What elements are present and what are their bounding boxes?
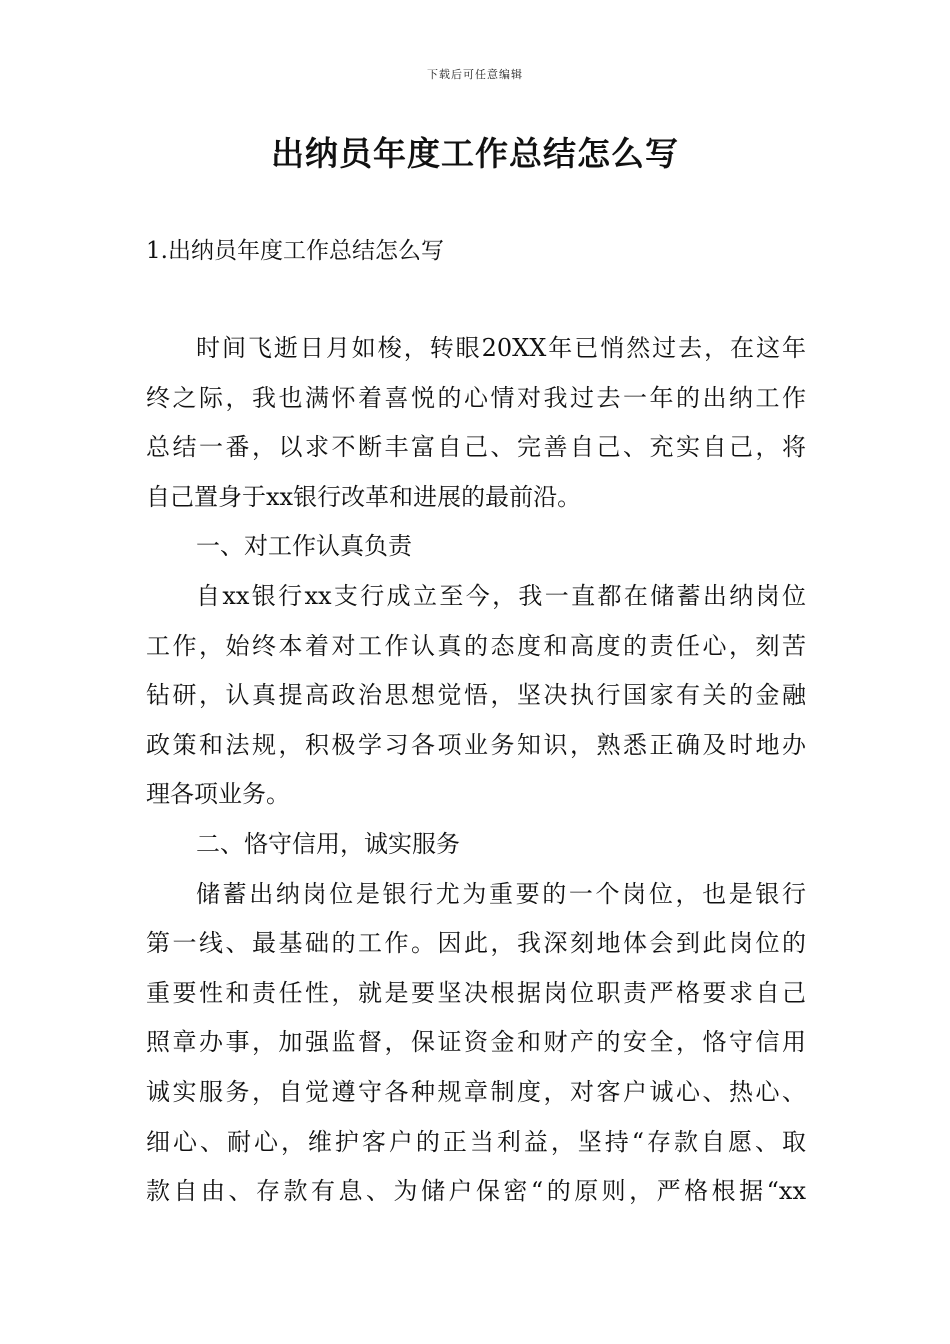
document-title: 出纳员年度工作总结怎么写 [271,134,679,173]
paragraph-line: 第一线、最基础的工作。因此，我深刻地体会到此岗位的 [146,929,806,958]
paragraph-line: 照章办事，加强监督，保证资金和财产的安全，恪守信用 [146,1028,806,1057]
paragraph-line: 自xx银行xx支行成立至今，我一直都在储蓄出纳岗位 [196,581,806,610]
paragraph-line: 自己置身于xx银行改革和进展的最前沿。 [146,482,582,511]
paragraph-line: 理各项业务。 [146,780,290,809]
paragraph-line: 时间飞逝日月如梭，转眼20XX年已悄然过去，在这年 [196,334,806,362]
paragraph-line: 政策和法规，积极学习各项业务知识，熟悉正确及时地办 [146,730,806,759]
paragraph-line: 款自由、存款有息、为储户保密“的原则，严格根据“xx [146,1177,806,1206]
section-heading: 二、恪守信用，诚实服务 [196,829,460,858]
header-note: 下载后可任意编辑 [427,68,523,81]
document-body [146,324,806,1217]
paragraph-line: 储蓄出纳岗位是银行尤为重要的一个岗位，也是银行 [196,879,806,908]
paragraph-line: 重要性和责任性，就是要坚决根据岗位职责严格要求自己 [146,978,806,1007]
paragraph-line: 总结一番，以求不断丰富自己、完善自己、充实自己，将 [146,433,806,462]
section-subheading: 1.出纳员年度工作总结怎么写 [146,238,444,264]
paragraph-line: 细心、耐心，维护客户的正当利益，坚持“存款自愿、取 [146,1127,806,1156]
paragraph-line: 终之际，我也满怀着喜悦的心情对我过去一年的出纳工作 [146,383,806,412]
section-heading: 一、对工作认真负责 [196,532,412,561]
paragraph-line: 钻研，认真提高政治思想觉悟，坚决执行国家有关的金融 [146,681,806,710]
paragraph-line: 诚实服务，自觉遵守各种规章制度，对客户诚心、热心、 [146,1077,806,1106]
paragraph-line: 工作，始终本着对工作认真的态度和高度的责任心，刻苦 [146,631,806,660]
